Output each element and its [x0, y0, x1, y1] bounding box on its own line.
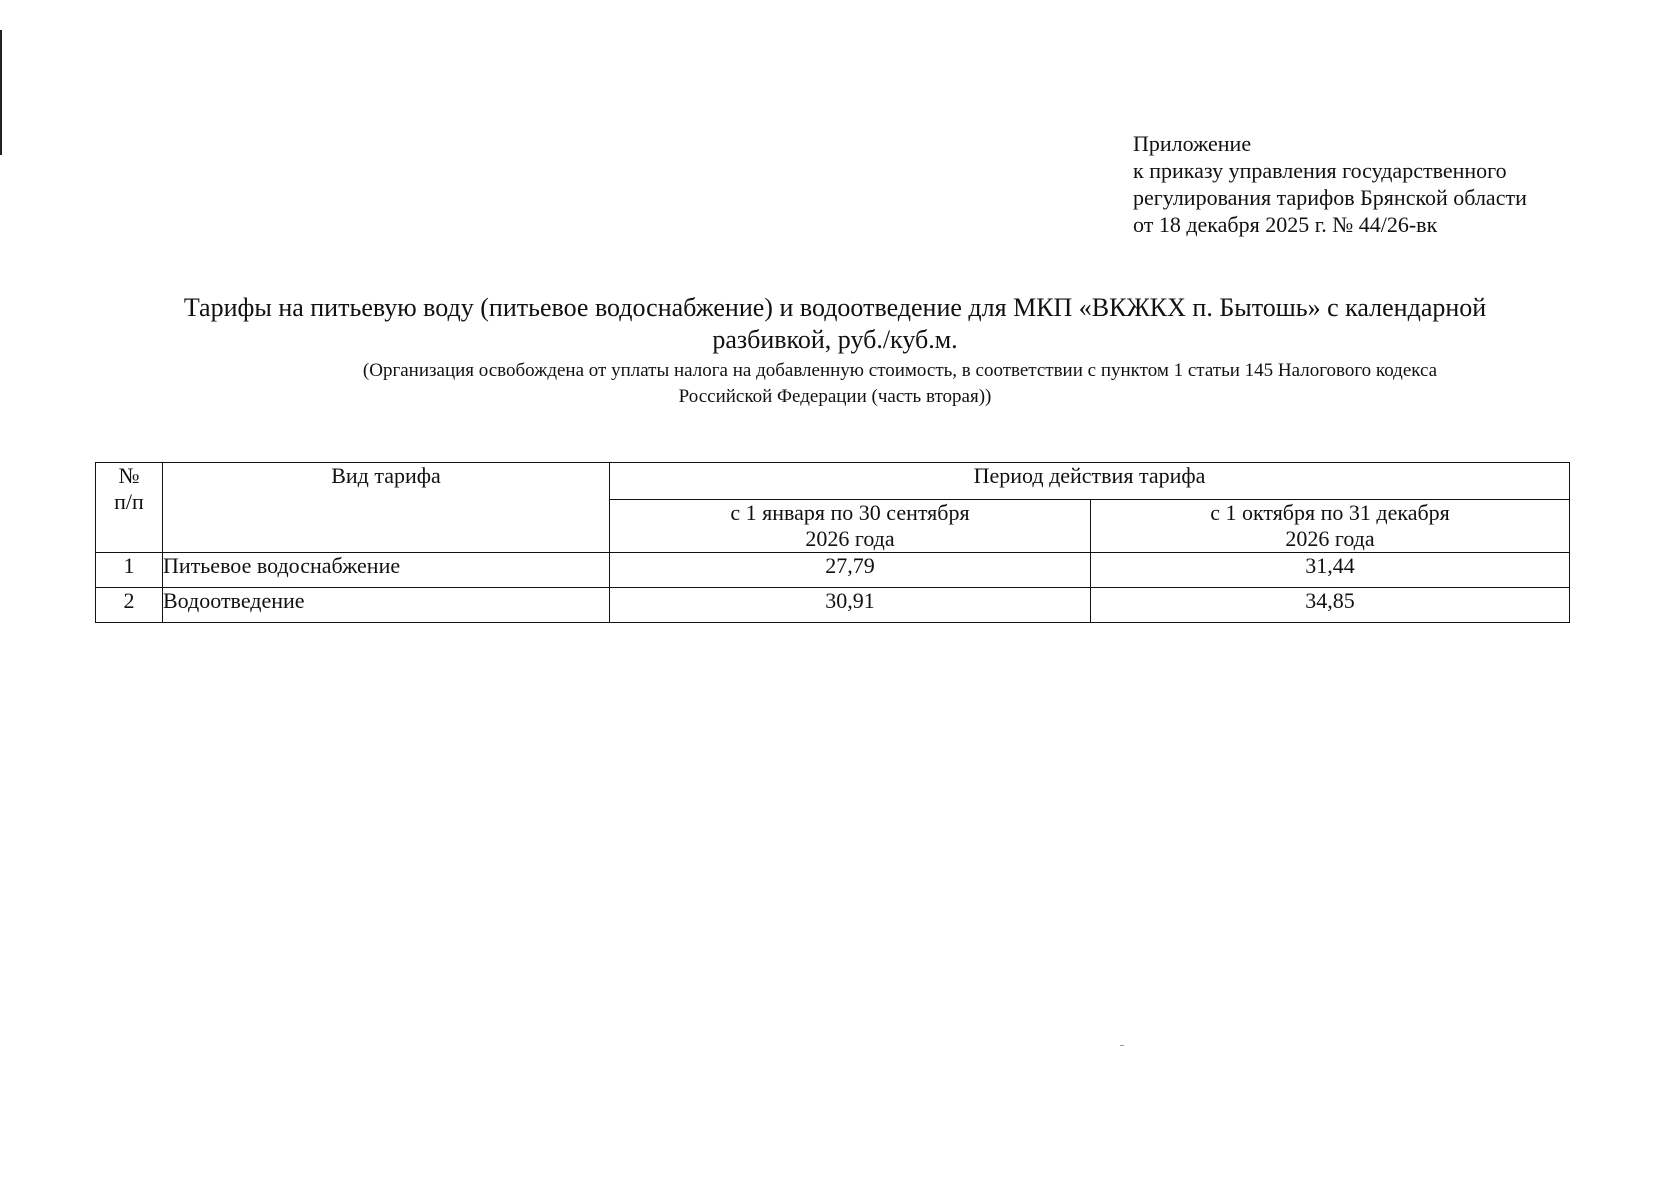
vat-note-line-2: Российской Федерации (часть вторая)) [678, 386, 992, 407]
appendix-line-2: к приказу управления государственного [1133, 158, 1507, 183]
document-title [120, 292, 1550, 356]
header-period: Период действия тарифа [610, 463, 1570, 500]
row-tariff-name: Водоотведение [163, 588, 610, 623]
appendix-header [1133, 130, 1527, 238]
table-row [96, 588, 1570, 623]
header-number-sign: № [118, 463, 140, 488]
title-line-1: Тарифы на питьевую воду (питьевое водоснабжение) и водоотведение для МКП «ВКЖКХ п. Бытошь» с календарной [183, 293, 1487, 322]
header-period-2-range: с 1 октября по 31 декабря [1210, 500, 1450, 525]
appendix-line-3: регулирования тарифов Брянской области [1133, 185, 1527, 210]
row-number: 2 [96, 588, 163, 623]
header-period-2-year: 2026 года [1285, 526, 1375, 551]
row-tariff-period-1: 30,91 [610, 588, 1091, 623]
table-row [96, 553, 1570, 588]
table-header-row [96, 463, 1570, 500]
row-tariff-period-1: 27,79 [610, 553, 1091, 588]
header-number-abbr: п/п [114, 489, 144, 514]
header-period-1-year: 2026 года [805, 526, 895, 551]
header-period-1-range: с 1 января по 30 сентября [730, 500, 970, 525]
header-period-2 [1091, 500, 1570, 553]
row-tariff-period-2: 31,44 [1091, 553, 1570, 588]
row-tariff-period-2: 34,85 [1091, 588, 1570, 623]
appendix-line-1: Приложение [1133, 131, 1252, 156]
appendix-line-4: от 18 декабря 2025 г. № 44/26-вк [1133, 212, 1438, 237]
row-tariff-name: Питьевое водоснабжение [163, 553, 610, 588]
title-line-2: разбивкой, руб./куб.м. [712, 325, 958, 354]
scan-edge-mark [0, 30, 2, 155]
vat-note [120, 358, 1550, 410]
header-tariff-type: Вид тарифа [163, 463, 610, 553]
row-number: 1 [96, 553, 163, 588]
tariff-table [95, 462, 1570, 623]
header-number [96, 463, 163, 553]
vat-note-line-1: (Организация освобождена от уплаты налога на добавленную стоимость, в соответствии с пунктом 1 статьи 145 Налогового кодекса [362, 360, 1438, 381]
header-period-1 [610, 500, 1091, 553]
scan-speck [1120, 1045, 1124, 1046]
